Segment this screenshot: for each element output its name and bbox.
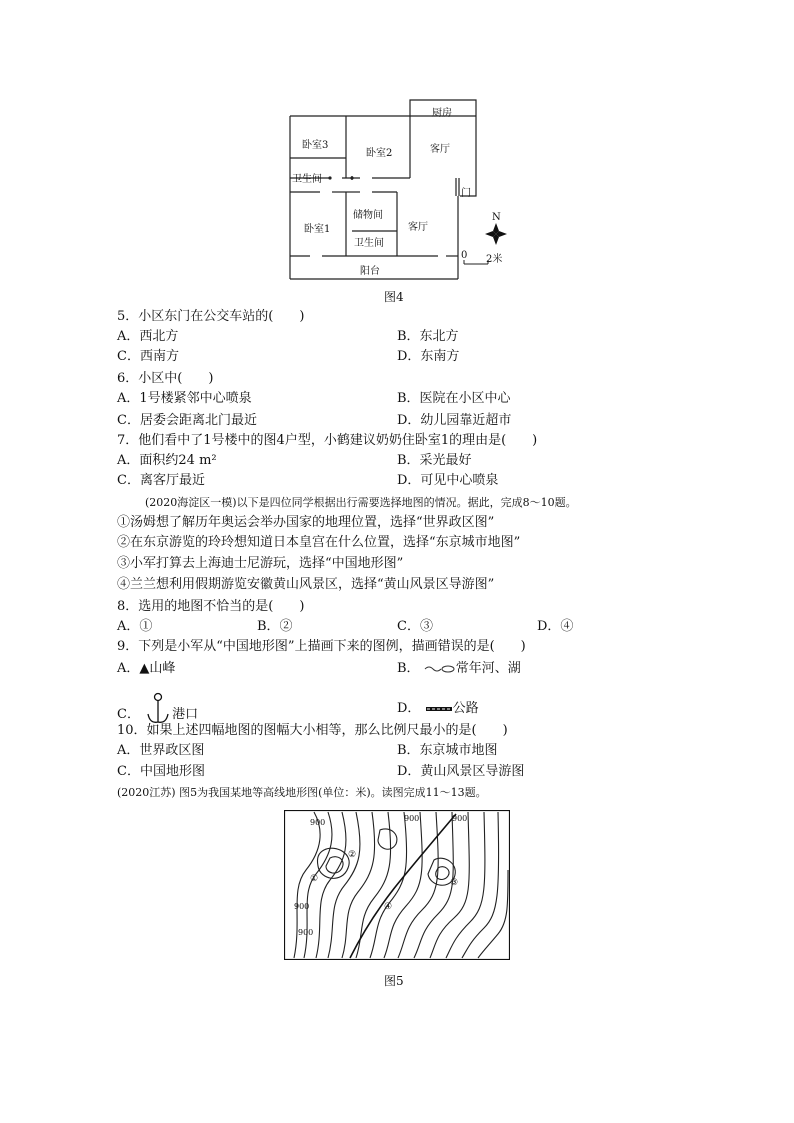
q10-option-b: B．东京城市地图 — [397, 743, 498, 758]
intro-11-13: (2020江苏) 图5为我国某地等高线地形图(单位：米)。读图完成11～13题。 — [117, 786, 487, 799]
q9-letter-d: D． — [397, 701, 421, 716]
q9-option-d — [397, 700, 479, 718]
floor-plan — [280, 96, 520, 286]
figure-4 — [280, 96, 520, 286]
q9-option-c — [117, 692, 198, 724]
port-anchor-icon — [144, 692, 172, 726]
q7-option-d: D．可见中心喷泉 — [397, 473, 499, 488]
room-living-bottom: 客厅 — [408, 222, 428, 233]
q7-option-b: B．采光最好 — [397, 453, 472, 468]
item-2: ②在东京游览的玲玲想知道日本皇宫在什么位置，选择“东京城市地图” — [117, 535, 521, 550]
q9-option-b-text: 常年河、湖 — [455, 661, 521, 676]
scale-bar — [464, 260, 488, 264]
mountain-peak-icon: ▲ — [139, 661, 150, 676]
door-label: 门 — [461, 188, 471, 199]
q9-option-c-text: 港口 — [172, 707, 199, 722]
room-bathroom-left: 卫生间 — [292, 174, 322, 185]
north-label: N — [492, 212, 501, 223]
marker-1: ① — [310, 874, 319, 884]
q7-stem: 7．他们看中了1号楼中的图4户型，小鹤建议奶奶住卧室1的理由是( ) — [117, 433, 538, 448]
room-bedroom1: 卧室1 — [304, 224, 331, 235]
marker-3: ③ — [450, 878, 459, 888]
item-4: ④兰兰想利用假期游览安徽黄山风景区，选择“黄山风景区导游图” — [117, 577, 495, 592]
q9-letter-a: A． — [117, 661, 140, 676]
q7-option-c: C．离客厅最近 — [117, 473, 205, 488]
q9-letter-b: B． — [397, 661, 420, 676]
room-balcony: 阳台 — [360, 266, 380, 277]
room-storage: 储物间 — [353, 210, 383, 221]
q6-option-c: C．居委会距离北门最近 — [117, 413, 257, 428]
q5-option-b: B．东北方 — [397, 329, 459, 344]
compass-icon — [485, 223, 507, 245]
q8-option-b: B．② — [257, 619, 293, 634]
highway-icon — [425, 705, 453, 713]
room-bedroom3: 卧室3 — [302, 140, 329, 151]
q8-option-a: A．① — [117, 619, 153, 634]
item-3: ③小军打算去上海迪士尼游玩，选择“中国地形图” — [117, 556, 404, 571]
q5-option-c: C．西南方 — [117, 349, 179, 364]
q10-option-d: D．黄山风景区导游图 — [397, 764, 525, 779]
contour-label-900-e: 900 — [298, 928, 314, 937]
room-bathroom-bottom: 卫生间 — [354, 238, 384, 249]
room-bedroom2: 卧室2 — [366, 148, 393, 159]
contour-label-900-b: 900 — [404, 814, 420, 823]
q5-option-a: A．西北方 — [117, 329, 179, 344]
q6-option-b: B．医院在小区中心 — [397, 391, 511, 406]
room-living-top: 客厅 — [430, 144, 450, 155]
q9-stem: 9．下列是小军从“中国地形图”上描画下来的图例，描画错误的是( ) — [117, 639, 526, 654]
marker-2: ② — [348, 850, 357, 860]
figure-4-caption: 图4 — [384, 290, 404, 304]
figure-5 — [284, 810, 510, 960]
q10-option-c: C．中国地形图 — [117, 764, 205, 779]
q9-option-a-text: 山峰 — [149, 661, 176, 676]
q7-option-a: A．面积约24 m² — [117, 453, 217, 468]
q6-option-a: A．1号楼紧邻中心喷泉 — [117, 391, 252, 406]
river-lake-icon — [424, 664, 456, 674]
marker-4: ④ — [384, 902, 393, 912]
intro-8-10: (2020海淀区一模)以下是四位同学根据出行需要选择地图的情况。据此，完成8～10题。 — [145, 496, 577, 509]
q10-option-a: A．世界政区图 — [117, 743, 205, 758]
q8-stem: 8．选用的地图不恰当的是( ) — [117, 599, 305, 614]
room-kitchen: 厨房 — [432, 108, 452, 119]
q10-stem: 10．如果上述四幅地图的图幅大小相等，那么比例尺最小的是( ) — [117, 723, 508, 738]
q9-option-b — [397, 660, 521, 678]
q5-option-d: D．东南方 — [397, 349, 460, 364]
item-1: ①汤姆想了解历年奥运会举办国家的地理位置，选择“世界政区图” — [117, 515, 495, 530]
contour-map — [284, 810, 510, 960]
q9-option-a — [117, 660, 175, 678]
q9-option-d-text: 公路 — [452, 701, 479, 716]
scale-length: 2米 — [486, 254, 503, 265]
q9-letter-c: C． — [117, 707, 140, 722]
figure-5-caption: 图5 — [384, 974, 404, 988]
contour-label-900-d: 900 — [294, 902, 310, 911]
contour-label-900-c: 900 — [452, 814, 468, 823]
q6-stem: 6．小区中( ) — [117, 371, 214, 386]
contour-label-900-a: 900 — [310, 818, 326, 827]
q5-stem: 5．小区东门在公交车站的( ) — [117, 309, 305, 324]
q6-option-d: D．幼儿园靠近超市 — [397, 413, 512, 428]
q8-option-c: C．③ — [397, 619, 433, 634]
q8-option-d: D．④ — [537, 619, 574, 634]
scale-zero: 0 — [461, 250, 468, 261]
